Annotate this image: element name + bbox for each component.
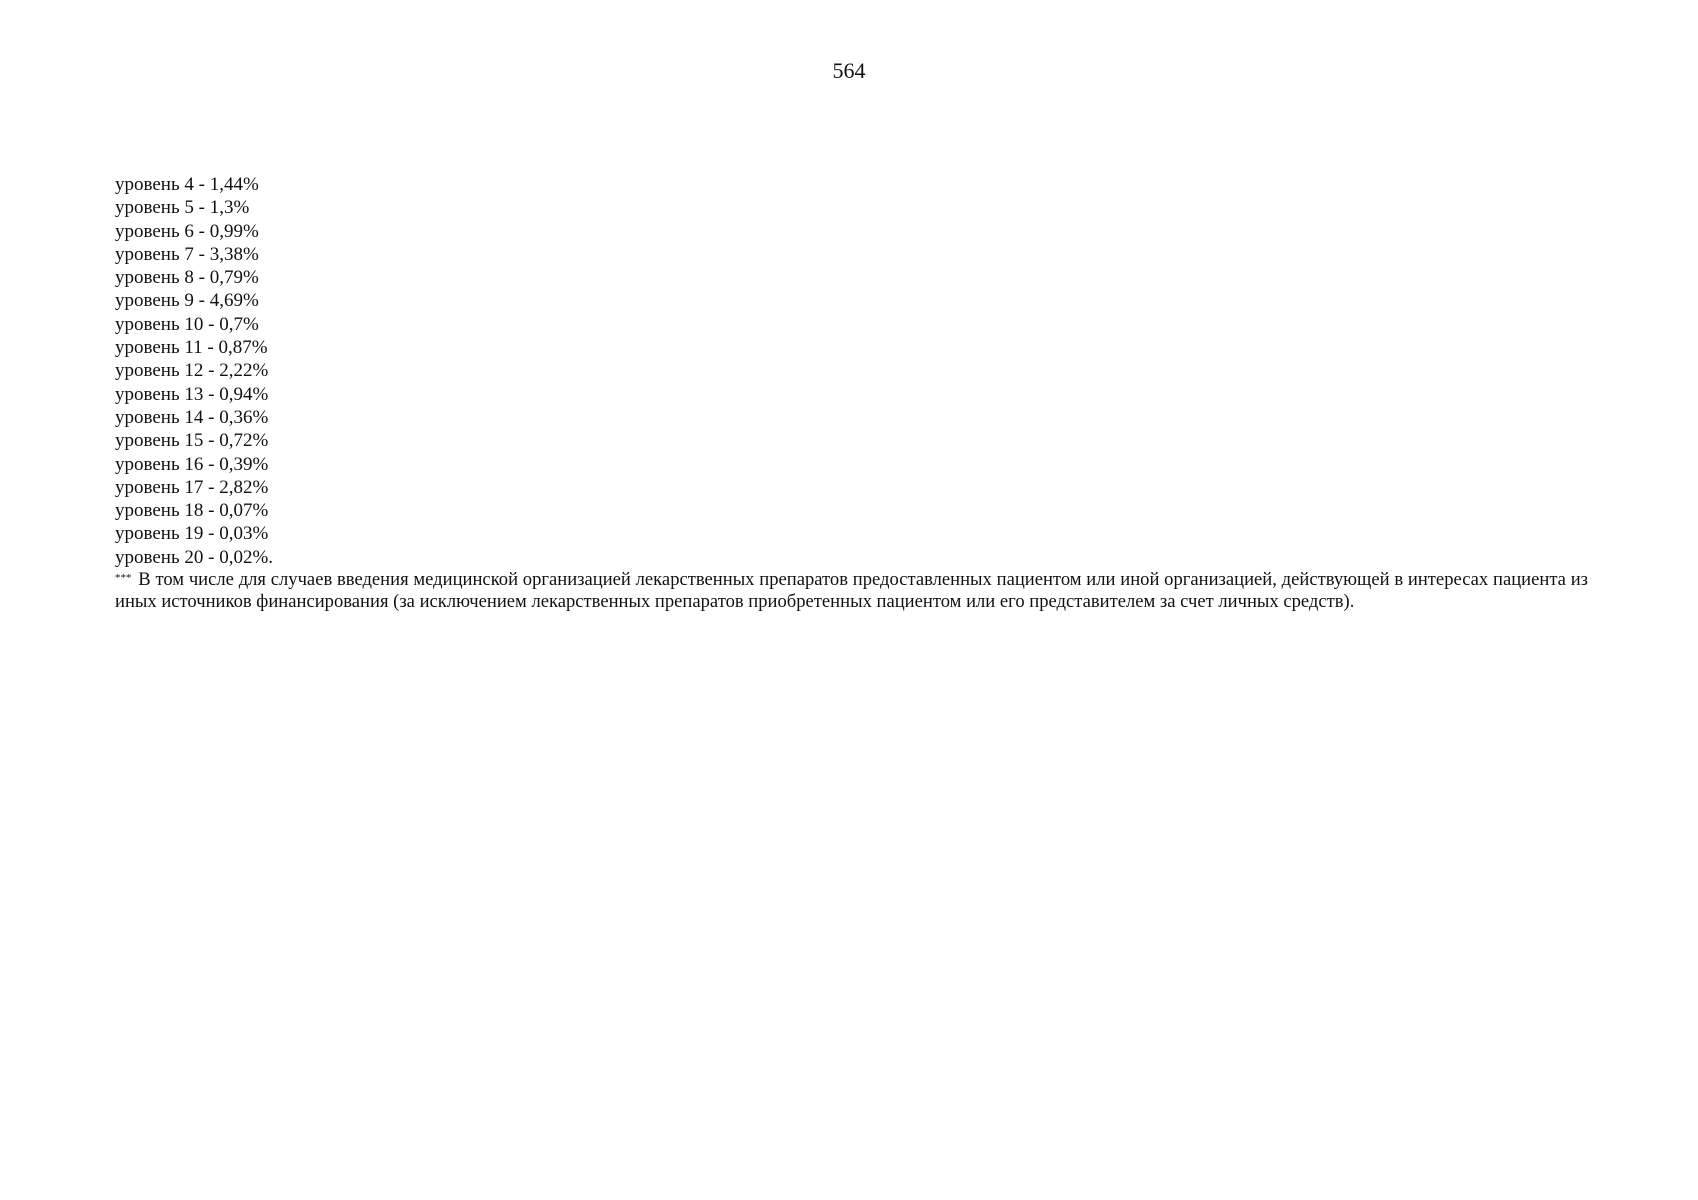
level-item: уровень 17 - 2,82% <box>115 476 269 498</box>
footnote-text: В том числе для случаев введения медицинской организацией лекарственных препаратов предоставленных пациентом или иной организацией, действующей в интересах пациента из иных источников финансирования (за исключением лекарственных препаратов приобретенных пациентом или его представителем за счет личных средств). <box>115 569 1588 613</box>
level-item: уровень 13 - 0,94% <box>115 383 269 405</box>
level-item: уровень 20 - 0,02%. <box>115 546 274 568</box>
level-item: уровень 12 - 2,22% <box>115 360 269 382</box>
level-item: уровень 7 - 3,38% <box>115 243 259 265</box>
level-item: уровень 8 - 0,79% <box>115 267 259 289</box>
level-item: уровень 18 - 0,07% <box>115 500 269 522</box>
level-item: уровень 4 - 1,44% <box>115 174 259 195</box>
footnote-marker: *** <box>115 572 132 585</box>
level-item: уровень 5 - 1,3% <box>115 197 250 219</box>
level-item: уровень 15 - 0,72% <box>115 430 269 452</box>
page-number: 564 <box>832 58 866 83</box>
level-item: уровень 16 - 0,39% <box>115 453 269 475</box>
level-item: уровень 11 - 0,87% <box>115 337 268 359</box>
level-item: уровень 9 - 4,69% <box>115 290 259 312</box>
footnote <box>115 569 1588 613</box>
level-item: уровень 6 - 0,99% <box>115 220 259 242</box>
level-item: уровень 14 - 0,36% <box>115 406 269 428</box>
level-item: уровень 19 - 0,03% <box>115 523 269 545</box>
level-item: уровень 10 - 0,7% <box>115 313 259 335</box>
level-list <box>115 173 1588 569</box>
document-body <box>115 173 1588 613</box>
